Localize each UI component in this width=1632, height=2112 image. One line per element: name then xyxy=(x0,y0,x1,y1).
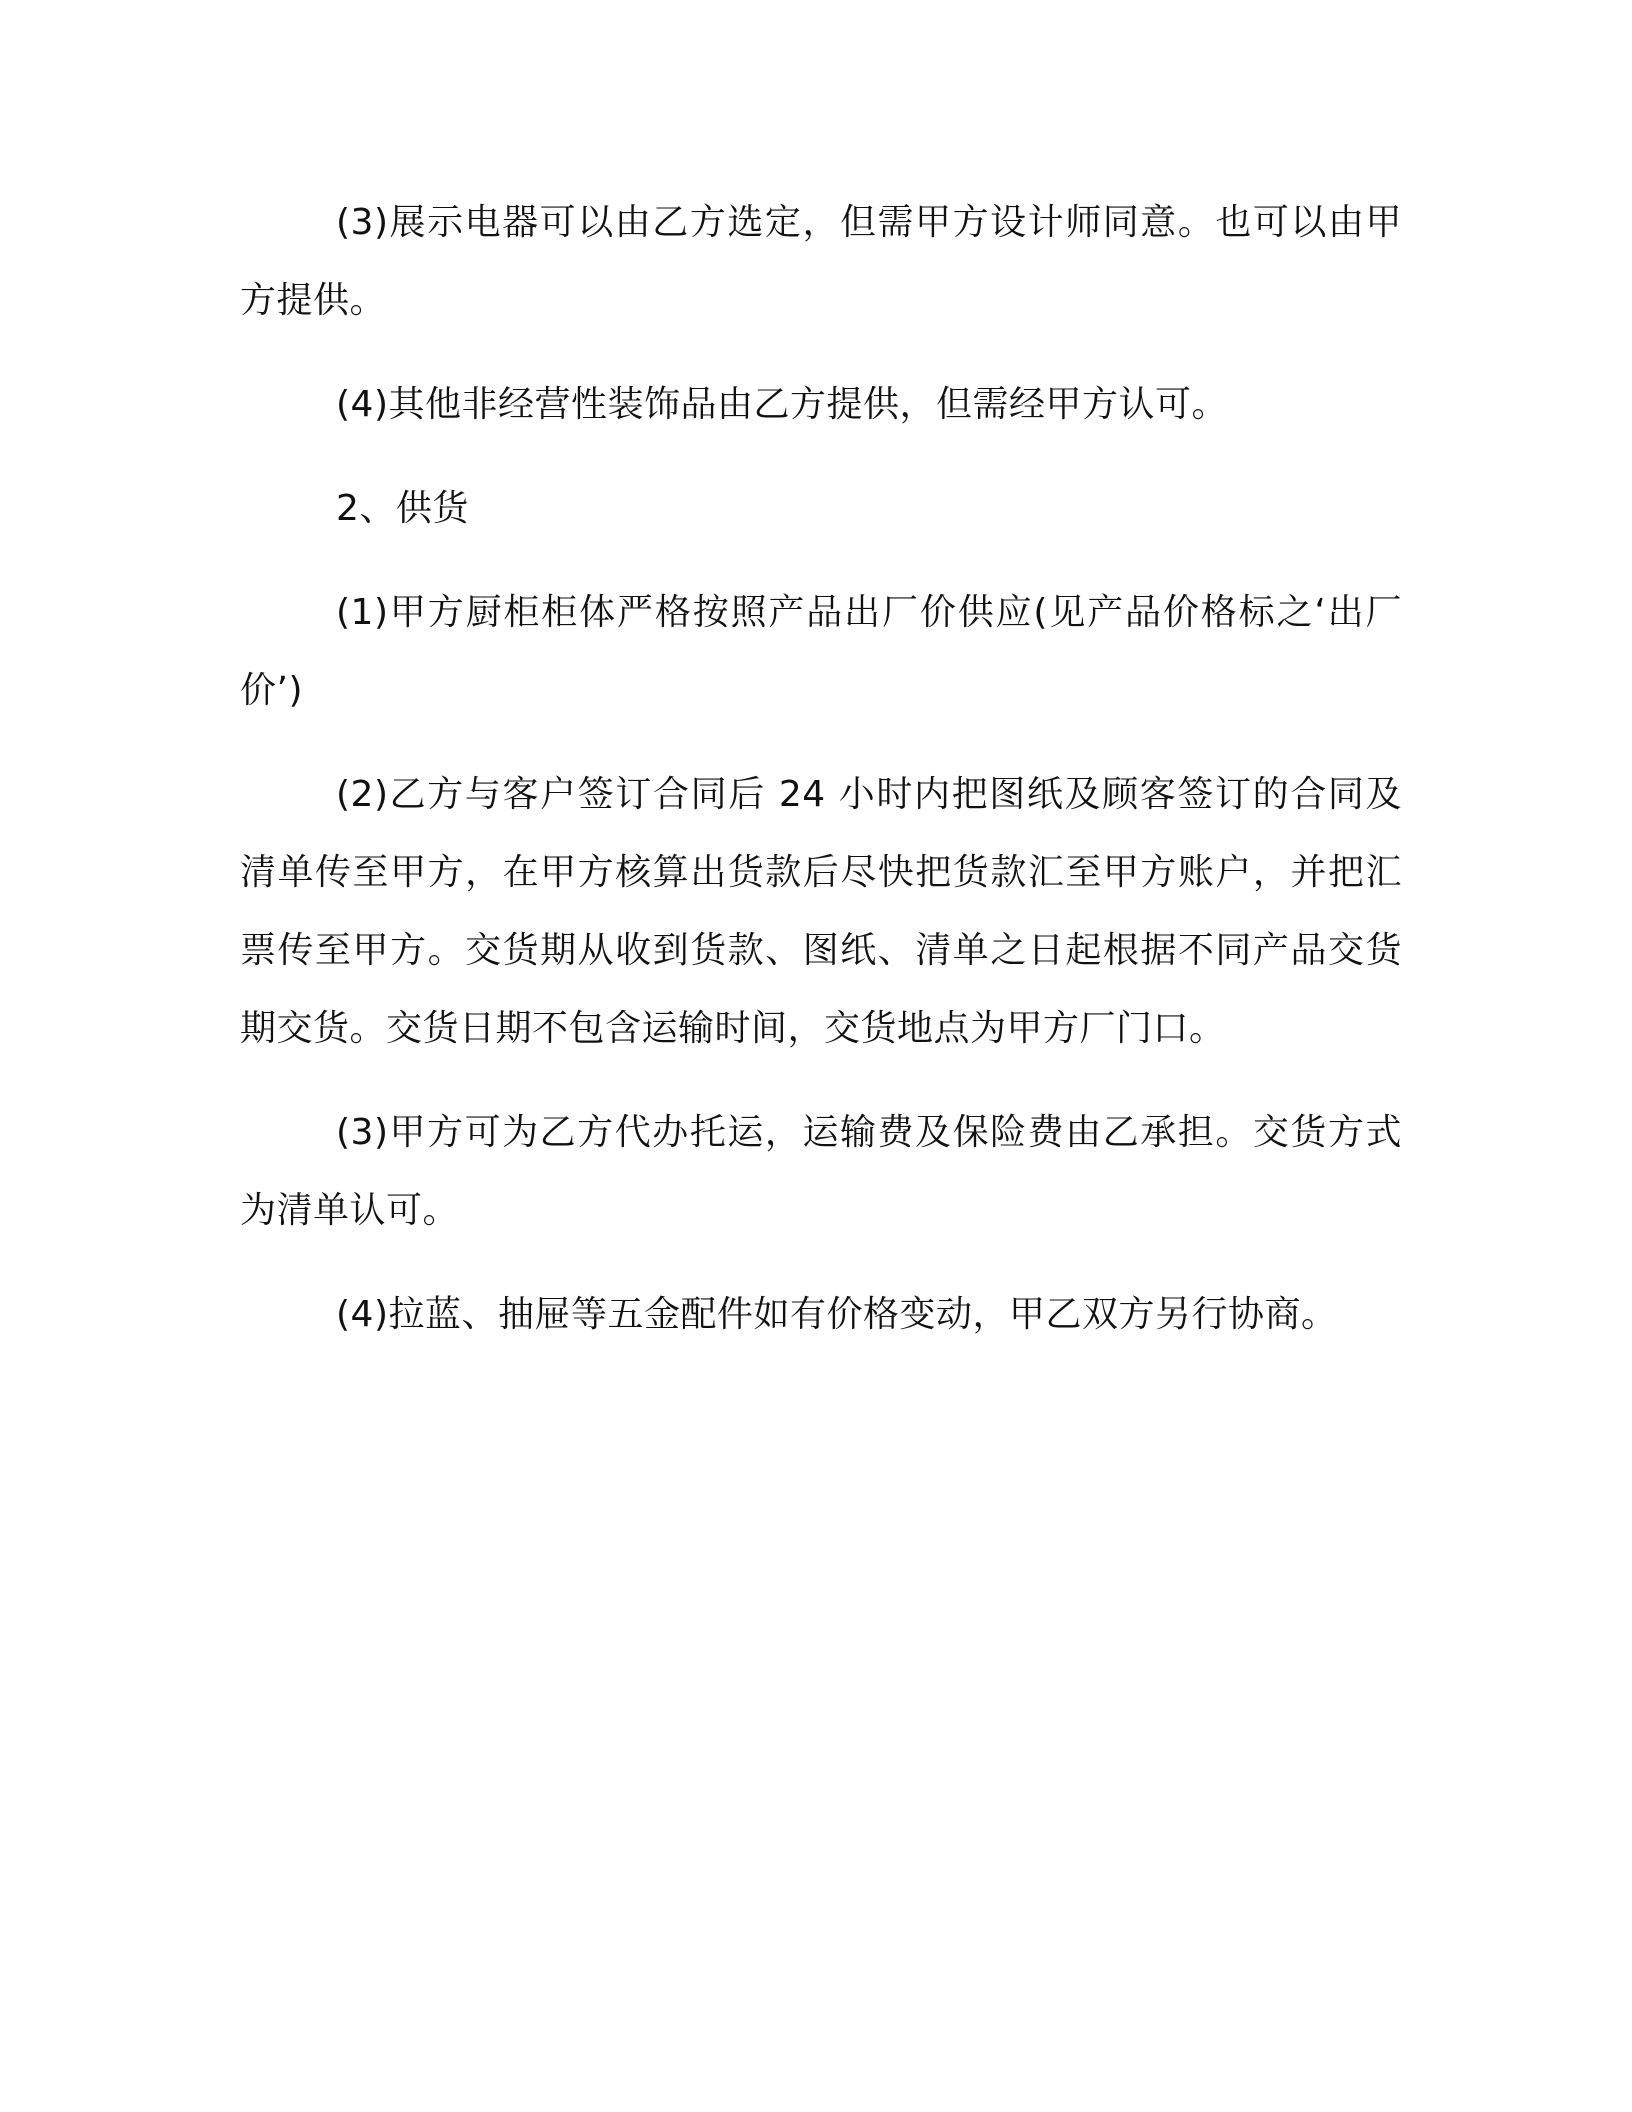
paragraph-cabinet-pricing: (1)甲方厨柜柜体严格按照产品出厂价供应(见产品价格标之‘出厂价’) xyxy=(240,592,1402,711)
paragraph-decorations: (4)其他非经营性装饰品由乙方提供，但需经甲方认可。 xyxy=(336,384,1228,425)
document-body xyxy=(240,184,1402,1380)
paragraph-shipping: (3)甲方可为乙方代办托运，运输费及保险费由乙承担。交货方式为清单认可。 xyxy=(240,1112,1402,1231)
section-heading-supply: 2、供货 xyxy=(336,488,469,529)
paragraph-display-appliances: (3)展示电器可以由乙方选定，但需甲方设计师同意。也可以由甲方提供。 xyxy=(240,202,1402,321)
paragraph-hardware-pricing: (4)拉蓝、抽屉等五金配件如有价格变动，甲乙双方另行协商。 xyxy=(336,1294,1338,1335)
paragraph-order-process: (2)乙方与客户签订合同后 24 小时内把图纸及顾客签订的合同及清单传至甲方，在甲方核算出货款后尽快把货款汇至甲方账户，并把汇票传至甲方。交货期从收到货款、图纸、清单之日起根据不同产品交货期交货。交货日期不包含运输时间，交货地点为甲方厂门口。 xyxy=(240,774,1402,1049)
